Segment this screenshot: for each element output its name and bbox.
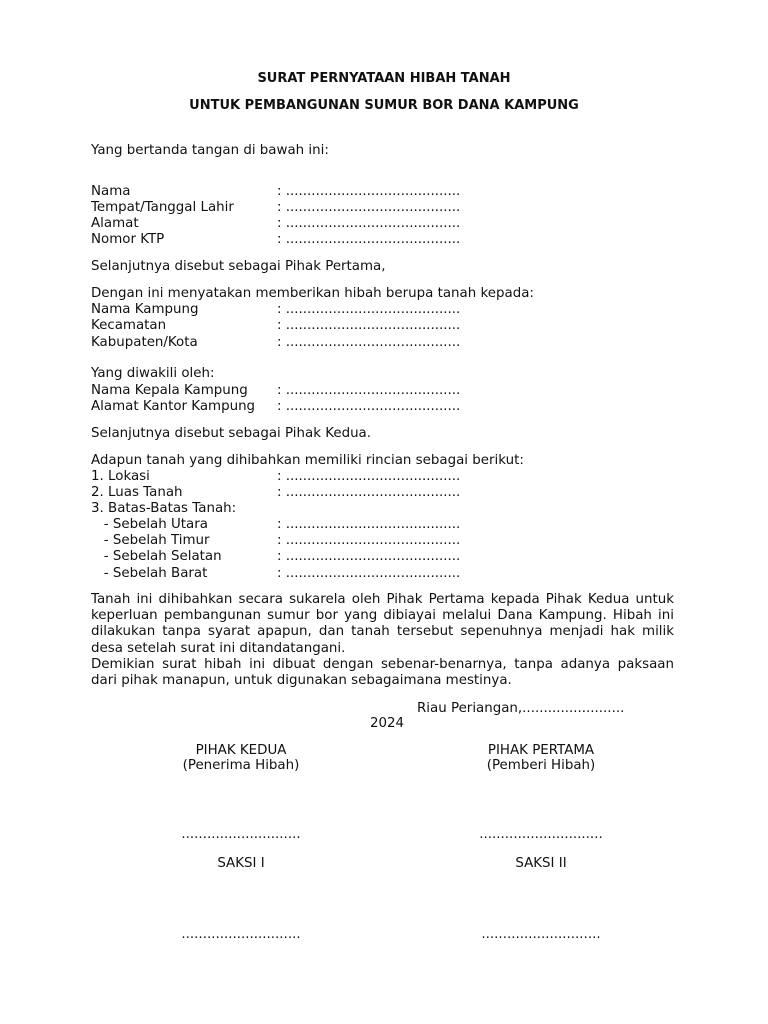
field-label: Nama Kepala Kampung bbox=[91, 383, 248, 398]
signature-line-saksi-2: ............................ bbox=[481, 927, 601, 942]
field-label: 3. Batas-Batas Tanah: bbox=[91, 501, 237, 516]
paragraph-hibah: Tanah ini dihibahkan secara sukarela oleh Pihak Pertama kepada Pihak Kedua untuk keperluan pembangunan sumur bor yang dibiayai melalui Dana Kampung. Hibah ini dilakukan tanpa syarat apapun, dan tanah tersebut sepenuhnya menjadi hak milik desa setelah surat ini ditandatangani. bbox=[91, 592, 674, 656]
field-dots: : ......................................... bbox=[277, 232, 461, 247]
saksi-2-title: SAKSI II bbox=[515, 856, 567, 871]
diwakili-intro: Yang diwakili oleh: bbox=[91, 366, 215, 381]
field-label: Alamat Kantor Kampung bbox=[91, 399, 256, 414]
field-dots: : ......................................... bbox=[277, 184, 461, 199]
field-dots: : ......................................... bbox=[277, 302, 461, 317]
paragraph-penutup: Demikian surat hibah ini dibuat dengan sebenar-benarnya, tanpa adanya paksaan dari pihak manapun, untuk digunakan sebagaimana mestinya. bbox=[91, 657, 674, 689]
pihak-pertama-title: PIHAK PERTAMA bbox=[487, 743, 595, 758]
intro-text: Yang bertanda tangan di bawah ini: bbox=[91, 143, 329, 158]
field-label: - Sebelah Timur bbox=[91, 533, 210, 548]
field-dots: : ......................................... bbox=[277, 216, 461, 231]
pihak-kedua-note: Selanjutnya disebut sebagai Pihak Kedua. bbox=[91, 426, 372, 441]
pihak-kedua-role: (Penerima Hibah) bbox=[182, 758, 300, 773]
field-dots: : ......................................... bbox=[277, 335, 461, 350]
pihak-kedua-title: PIHAK KEDUA bbox=[195, 743, 287, 758]
field-label: Nomor KTP bbox=[91, 232, 165, 247]
field-label: - Sebelah Utara bbox=[91, 517, 208, 532]
field-label: Nama bbox=[91, 184, 131, 199]
field-dots: : ......................................... bbox=[277, 485, 461, 500]
year: 2024 bbox=[370, 716, 405, 731]
field-label: - Sebelah Barat bbox=[91, 566, 208, 581]
hibah-intro: Dengan ini menyatakan memberikan hibah berupa tanah kepada: bbox=[91, 286, 534, 301]
field-dots: : ......................................... bbox=[277, 517, 461, 532]
pihak-pertama-note: Selanjutnya disebut sebagai Pihak Pertama, bbox=[91, 259, 386, 274]
field-label: Kecamatan bbox=[91, 318, 167, 333]
signature-line-pihak-kedua: ............................ bbox=[181, 827, 301, 842]
rincian-intro: Adapun tanah yang dihibahkan memiliki rincian sebagai berikut: bbox=[91, 453, 524, 468]
signature-line-saksi-1: ............................ bbox=[181, 927, 301, 942]
field-label: Nama Kampung bbox=[91, 302, 199, 317]
signature-line-pihak-pertama: ............................. bbox=[479, 827, 603, 842]
saksi-1-title: SAKSI I bbox=[217, 856, 265, 871]
field-dots: : ......................................... bbox=[277, 200, 461, 215]
field-label: - Sebelah Selatan bbox=[91, 549, 222, 564]
field-label: 2. Luas Tanah bbox=[91, 485, 183, 500]
pihak-pertama-role: (Pemberi Hibah) bbox=[486, 758, 596, 773]
field-dots: : ......................................... bbox=[277, 566, 461, 581]
field-dots: : ......................................... bbox=[277, 469, 461, 484]
field-dots: : ......................................... bbox=[277, 533, 461, 548]
document-title: SURAT PERNYATAAN HIBAH TANAH bbox=[257, 71, 511, 86]
field-dots: : ......................................... bbox=[277, 318, 461, 333]
field-label: 1. Lokasi bbox=[91, 469, 150, 484]
field-label: Tempat/Tanggal Lahir bbox=[91, 200, 234, 215]
place-date: Riau Periangan,........................ bbox=[417, 701, 625, 716]
field-label: Alamat bbox=[91, 216, 139, 231]
field-dots: : ......................................... bbox=[277, 549, 461, 564]
field-label: Kabupaten/Kota bbox=[91, 335, 198, 350]
field-dots: : ......................................... bbox=[277, 383, 461, 398]
document-subtitle: UNTUK PEMBANGUNAN SUMUR BOR DANA KAMPUNG bbox=[189, 98, 579, 113]
field-dots: : ......................................... bbox=[277, 399, 461, 414]
